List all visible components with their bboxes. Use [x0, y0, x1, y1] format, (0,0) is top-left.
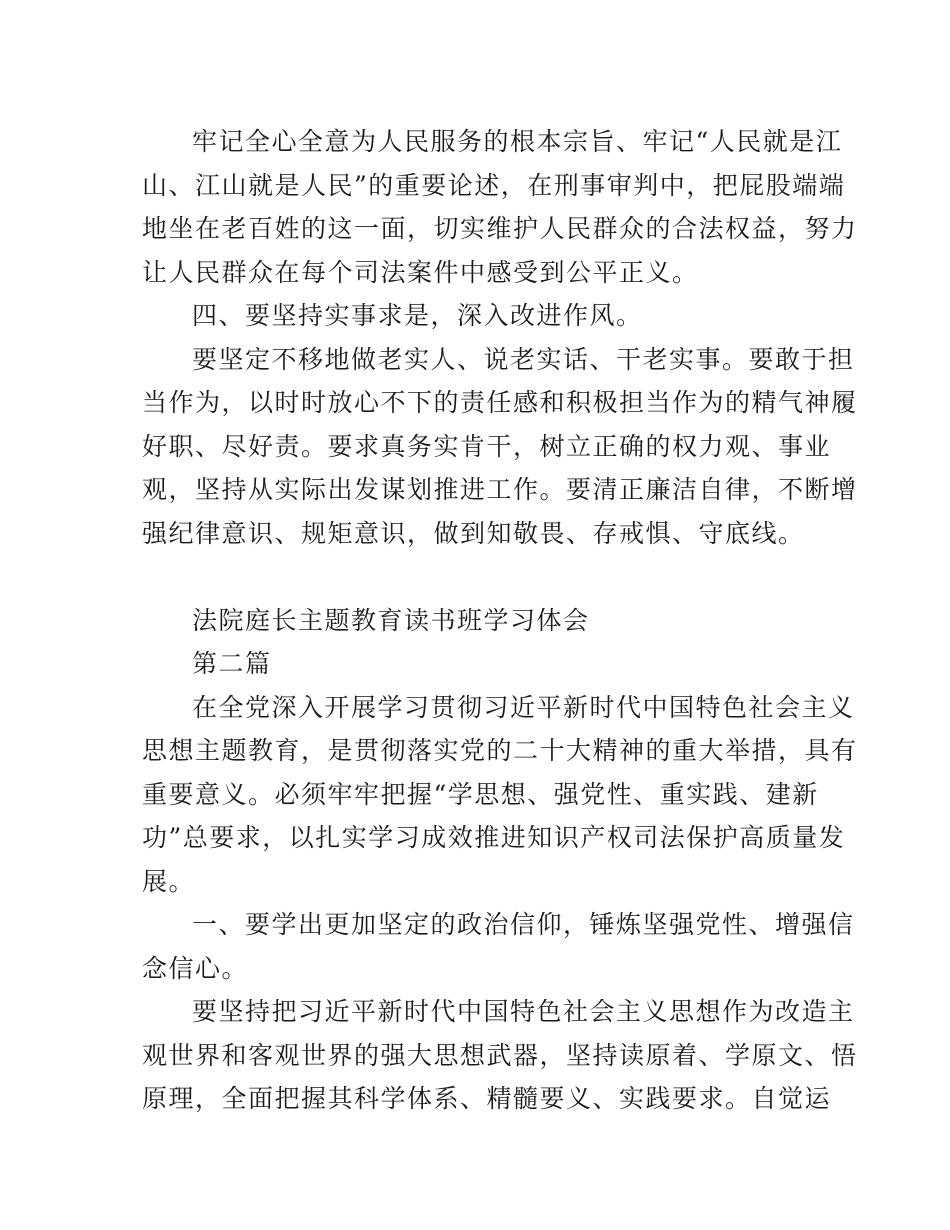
paragraph-line: 强纪律意识、规矩意识，做到知敬畏、存戒惧、守底线。 [142, 518, 805, 548]
paragraph-line: 要坚定不移地做老实人、说老实话、干老实事。要敢于担 [192, 344, 855, 374]
paragraph-line: 要坚持把习近平新时代中国特色社会主义思想作为改造主 [192, 997, 855, 1026]
paragraph-line: 功”总要求，以扎实学习成效推进知识产权司法保护高质量发 [142, 823, 846, 852]
paragraph-line: 当作为，以时时放心不下的责任感和积极担当作为的精气神履 [142, 388, 858, 417]
paragraph-line: 思想主题教育，是贯彻落实党的二十大精神的重大举措，具有 [142, 736, 858, 765]
paragraph-line: 展。 [142, 866, 196, 896]
paragraph-line: 四、要坚持实事求是，深入改进作风。 [192, 301, 643, 330]
article2-section-heading-1 [142, 903, 855, 990]
document-body [142, 120, 858, 1121]
paragraph-line: 山、江山就是人民”的重要论述，在刑事审判中，把屁股端端 [142, 170, 846, 200]
paragraph-line: 观，坚持从实际出发谋划推进工作。要清正廉洁自律，不断增 [142, 475, 858, 504]
paragraph-line: 在全党深入开展学习贯彻习近平新时代中国特色社会主义 [192, 692, 855, 722]
paragraph-line: 让人民群众在每个司法案件中感受到公平正义。 [142, 257, 699, 287]
paragraph-line: 一、要学出更加坚定的政治信仰，锤炼坚强党性、增强信 [192, 910, 855, 939]
paragraph-1 [142, 120, 858, 294]
paragraph-line: 好职、尽好责。要求真务实肯干，树立正确的权力观、事业 [142, 431, 832, 461]
document-subtitle: 第二篇 [192, 649, 272, 678]
document-title: 法院庭长主题教育读书班学习体会 [192, 605, 590, 635]
section-heading-4 [142, 294, 822, 338]
article2-paragraph-3 [142, 990, 858, 1121]
blank-line [142, 555, 822, 599]
paragraph-line: 原理，全面把握其科学体系、精髓要义、实践要求。自觉运 [142, 1084, 832, 1113]
paragraph-line: 牢记全心全意为人民服务的根本宗旨、牢记“人民就是江 [192, 127, 843, 156]
paragraph-3 [142, 338, 858, 556]
paragraph-line: 地坐在老百姓的这一面，切实维护人民群众的合法权益，努力 [142, 214, 858, 243]
paragraph-line: 观世界和客观世界的强大思想武器，坚持读原着、学原文、悟 [142, 1040, 858, 1070]
paragraph-line: 重要意义。必须牢牢把握“学思想、强党性、重实践、建新 [142, 779, 819, 809]
article2-paragraph-1 [142, 686, 858, 904]
paragraph-line: 念信心。 [142, 953, 249, 983]
